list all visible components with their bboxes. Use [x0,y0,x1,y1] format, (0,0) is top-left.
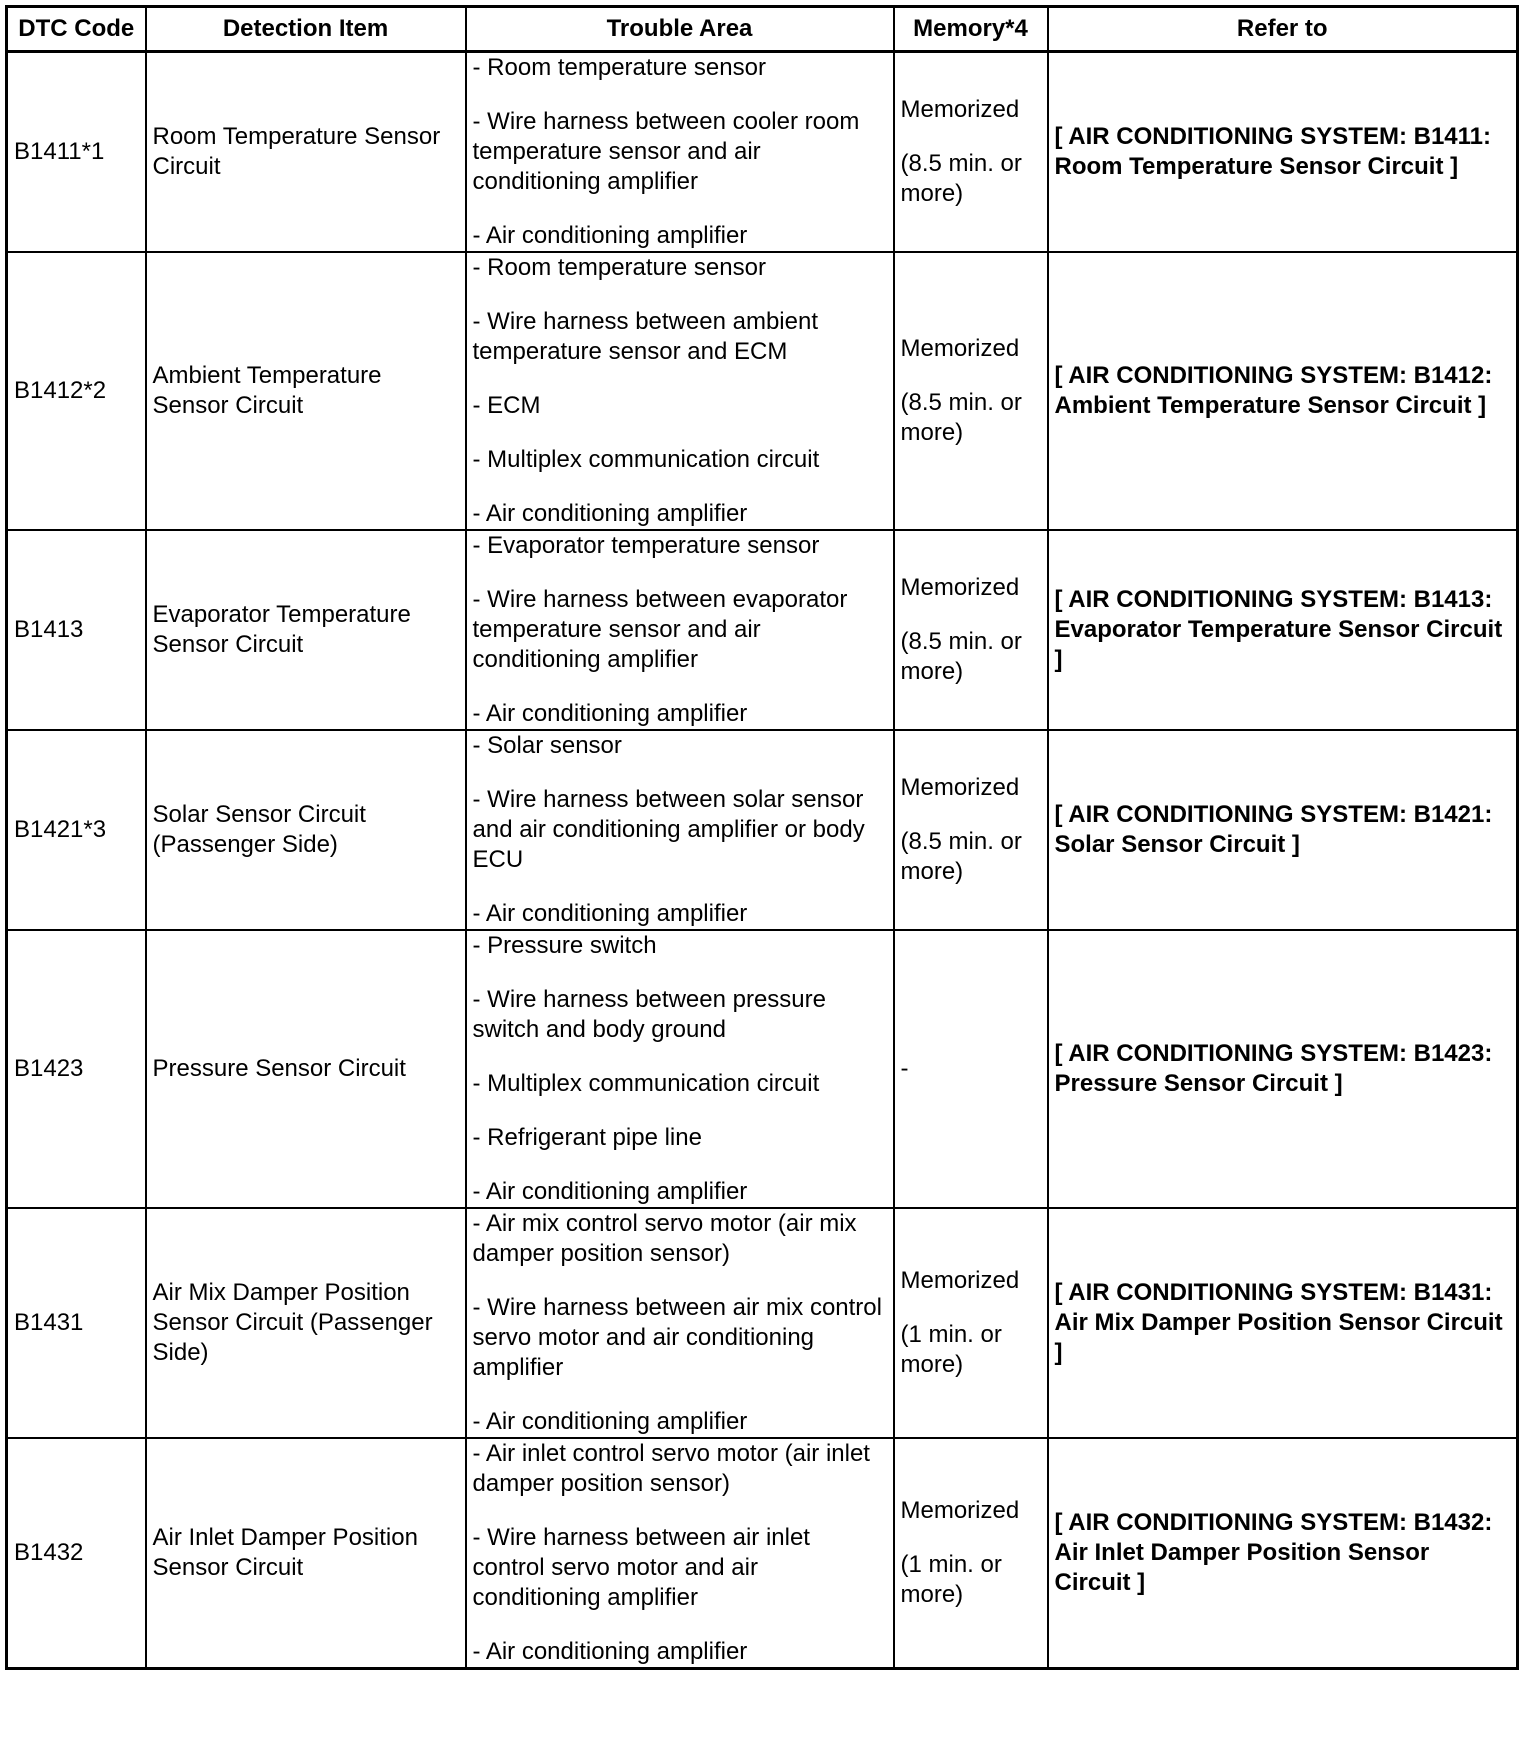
detection-item-cell: Evaporator Temperature Sensor Circuit [146,530,466,730]
memory-text: (1 min. or more) [900,1551,1002,1608]
trouble-area-item: - Multiplex communication circuit [472,446,820,473]
trouble-area-item: - Multiplex communication circuit [472,1070,820,1097]
header-memory: Memory*4 [894,7,1048,52]
table-row [7,530,1518,730]
trouble-area-item: - Wire harness between ambient temperature sensor and ECM [472,308,818,365]
memory-text: (8.5 min. or more) [900,389,1022,446]
header-row [7,7,1518,52]
trouble-area-cell [466,1438,894,1669]
dtc-table [5,5,1519,1670]
trouble-area-item: - Air conditioning amplifier [472,700,748,727]
dtc-code-cell: B1423 [7,930,146,1208]
trouble-area-cell [466,930,894,1208]
table-body [7,52,1518,1669]
trouble-area-item: - Solar sensor [472,732,622,759]
trouble-area-item: - Refrigerant pipe line [472,1124,702,1151]
trouble-area-item: - Wire harness between solar sensor and air conditioning amplifier or body ECU [472,786,865,873]
detection-item-cell: Air Inlet Damper Position Sensor Circuit [146,1438,466,1669]
trouble-area-item: - ECM [472,392,541,419]
dtc-code-cell: B1421*3 [7,730,146,930]
memory-text: (1 min. or more) [900,1321,1002,1378]
trouble-area-item: - Air conditioning amplifier [472,500,748,527]
table-row [7,930,1518,1208]
memory-text: (8.5 min. or more) [900,828,1022,885]
trouble-area-item: - Wire harness between air inlet control servo motor and air conditioning amplifier [472,1524,810,1611]
trouble-area-cell [466,1208,894,1438]
memory-cell [894,530,1048,730]
trouble-area-item: - Air conditioning amplifier [472,222,748,249]
detection-item-cell: Ambient Temperature Sensor Circuit [146,252,466,530]
refer-to-cell: [ AIR CONDITIONING SYSTEM: B1423: Pressure Sensor Circuit ] [1048,930,1518,1208]
trouble-area-cell [466,530,894,730]
memory-cell [894,1438,1048,1669]
table-row [7,52,1518,253]
trouble-area-item: - Air mix control servo motor (air mix damper position sensor) [472,1210,857,1267]
trouble-area-item: - Evaporator temperature sensor [472,532,820,559]
detection-item-cell: Room Temperature Sensor Circuit [146,52,466,253]
trouble-area-item: - Air conditioning amplifier [472,900,748,927]
trouble-area-cell [466,730,894,930]
memory-text: - [900,1055,909,1082]
trouble-area-item: - Air conditioning amplifier [472,1638,748,1665]
trouble-area-item: - Pressure switch [472,932,657,959]
trouble-area-item: - Wire harness between cooler room temperature sensor and air conditioning amplifier [472,108,860,195]
refer-to-cell: [ AIR CONDITIONING SYSTEM: B1411: Room Temperature Sensor Circuit ] [1048,52,1518,253]
detection-item-cell: Air Mix Damper Position Sensor Circuit (Passenger Side) [146,1208,466,1438]
refer-to-cell: [ AIR CONDITIONING SYSTEM: B1412: Ambient Temperature Sensor Circuit ] [1048,252,1518,530]
trouble-area-item: - Room temperature sensor [472,254,766,281]
table-row [7,252,1518,530]
refer-to-cell: [ AIR CONDITIONING SYSTEM: B1413: Evaporator Temperature Sensor Circuit ] [1048,530,1518,730]
refer-to-cell: [ AIR CONDITIONING SYSTEM: B1421: Solar Sensor Circuit ] [1048,730,1518,930]
trouble-area-item: - Room temperature sensor [472,54,766,81]
memory-text: (8.5 min. or more) [900,628,1022,685]
memory-text: Memorized [900,1267,1020,1294]
memory-cell [894,252,1048,530]
refer-to-cell: [ AIR CONDITIONING SYSTEM: B1431: Air Mix Damper Position Sensor Circuit ] [1048,1208,1518,1438]
memory-text: Memorized [900,574,1020,601]
header-trouble-area: Trouble Area [466,7,894,52]
dtc-code-cell: B1413 [7,530,146,730]
memory-text: Memorized [900,774,1020,801]
memory-cell [894,730,1048,930]
header-dtc-code: DTC Code [7,7,146,52]
memory-text: (8.5 min. or more) [900,150,1022,207]
dtc-code-cell: B1412*2 [7,252,146,530]
memory-cell [894,52,1048,253]
trouble-area-item: - Air conditioning amplifier [472,1178,748,1205]
trouble-area-item: - Air inlet control servo motor (air inlet damper position sensor) [472,1440,870,1497]
trouble-area-cell [466,52,894,253]
table-row [7,1208,1518,1438]
memory-text: Memorized [900,96,1020,123]
dtc-code-cell: B1411*1 [7,52,146,253]
header-refer-to: Refer to [1048,7,1518,52]
detection-item-cell: Pressure Sensor Circuit [146,930,466,1208]
refer-to-cell: [ AIR CONDITIONING SYSTEM: B1432: Air Inlet Damper Position Sensor Circuit ] [1048,1438,1518,1669]
memory-cell [894,1208,1048,1438]
trouble-area-cell [466,252,894,530]
memory-cell [894,930,1048,1208]
table-row [7,1438,1518,1669]
header-detection-item: Detection Item [146,7,466,52]
detection-item-cell: Solar Sensor Circuit (Passenger Side) [146,730,466,930]
table-row [7,730,1518,930]
memory-text: Memorized [900,335,1020,362]
trouble-area-item: - Wire harness between evaporator temperature sensor and air conditioning amplifier [472,586,848,673]
memory-text: Memorized [900,1497,1020,1524]
trouble-area-item: - Wire harness between pressure switch and body ground [472,986,826,1043]
trouble-area-item: - Wire harness between air mix control servo motor and air conditioning amplifier [472,1294,882,1381]
dtc-code-cell: B1431 [7,1208,146,1438]
dtc-code-cell: B1432 [7,1438,146,1669]
trouble-area-item: - Air conditioning amplifier [472,1408,748,1435]
